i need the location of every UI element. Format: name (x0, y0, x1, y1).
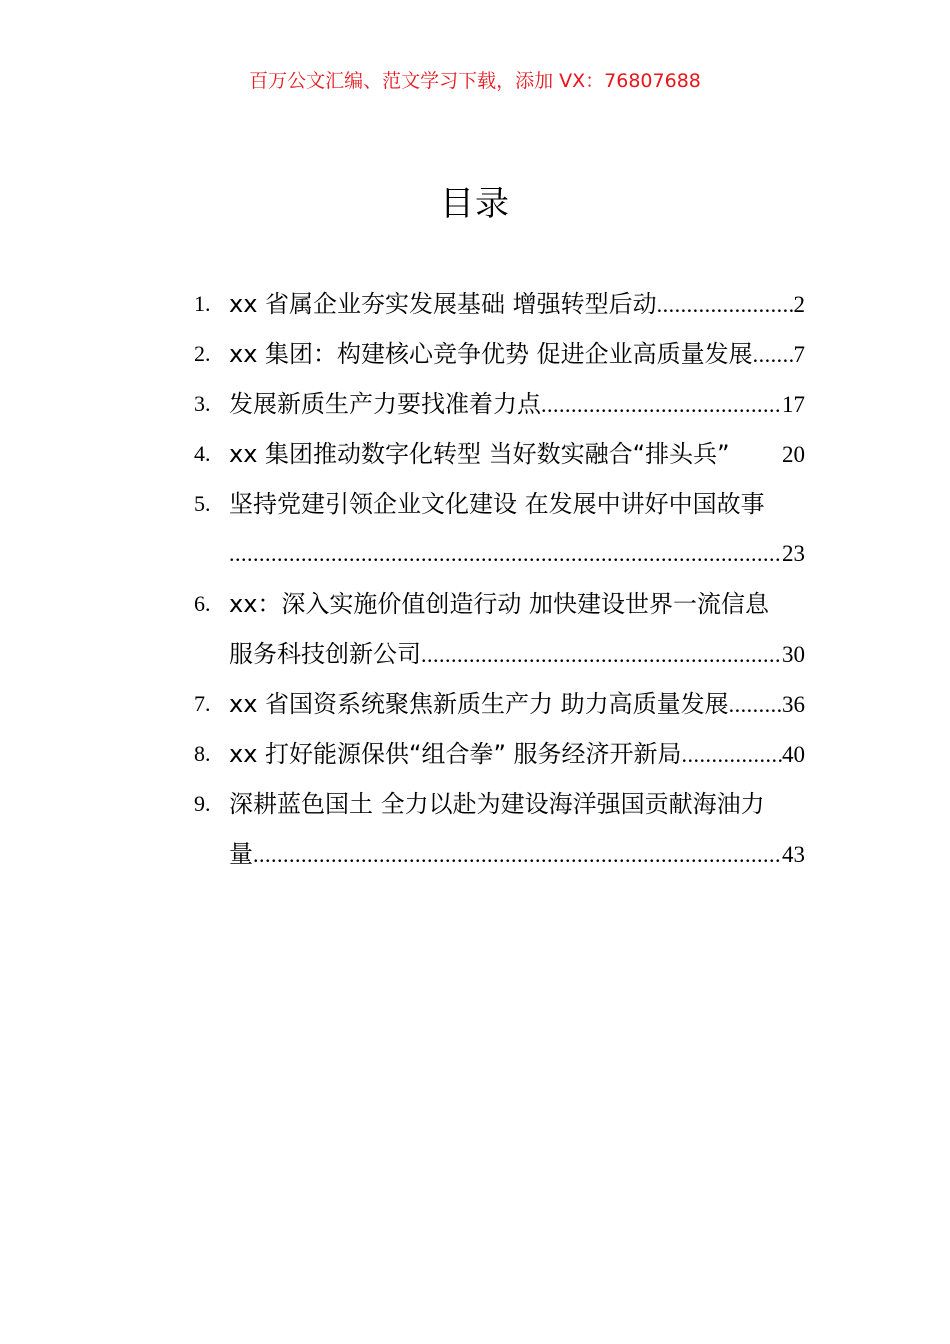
toc-entry-title-continued: 服务科技创新公司 (229, 640, 421, 668)
toc-entry[interactable] (194, 379, 805, 429)
toc-entry[interactable] (194, 279, 805, 329)
toc-entry-number: 1. (194, 291, 211, 316)
toc-entry-number: 8. (194, 741, 211, 766)
toc-dot-leader (253, 830, 782, 879)
toc-entry[interactable] (194, 329, 805, 379)
toc-entry-title-continued: 量 (229, 840, 253, 868)
toc-entry-title: xx 省属企业夯实发展基础 增强转型后动 (229, 290, 657, 318)
toc-dot-leader (229, 529, 782, 579)
toc-entry-number: 9. (194, 791, 211, 816)
toc-entry-number: 3. (194, 391, 211, 416)
toc-entry-page: 43 (782, 842, 805, 867)
toc-entry-page: 36 (782, 692, 805, 717)
toc-dot-leader (421, 630, 782, 679)
toc-entry-number: 5. (194, 491, 211, 516)
toc-entry-page: 7 (793, 342, 805, 367)
toc-entry-number: 7. (194, 691, 211, 716)
toc-dot-leader (729, 680, 782, 729)
toc-entry-page: 2 (793, 292, 805, 317)
toc-entry[interactable] (194, 679, 805, 729)
toc-entry-title: xx 集团：构建核心竞争优势 促进企业高质量发展 (229, 340, 753, 368)
header-note: 百万公文汇编、范文学习下载，添加 VX：76807688 (249, 70, 701, 92)
toc-entry-number: 4. (194, 441, 211, 466)
toc-entry-title: xx：深入实施价值创造行动 加快建设世界一流信息 (229, 590, 770, 618)
toc-entry-page: 40 (782, 742, 805, 767)
toc-entry[interactable] (194, 479, 805, 579)
toc-dot-leader (682, 730, 782, 779)
toc-dot-leader (657, 280, 794, 329)
toc-entry-page: 30 (782, 642, 805, 667)
toc-entry[interactable] (194, 779, 805, 879)
toc-dot-leader (753, 330, 794, 379)
toc-entry-number: 2. (194, 341, 211, 366)
table-of-contents (194, 279, 805, 879)
toc-entry-page: 17 (782, 392, 805, 417)
toc-entry[interactable] (194, 579, 805, 679)
toc-entry-page: 23 (782, 541, 805, 566)
toc-entry[interactable] (194, 729, 805, 779)
toc-entry-title: 发展新质生产力要找准着力点 (229, 390, 541, 418)
toc-entry-title: xx 打好能源保供“组合拳” 服务经济开新局 (229, 740, 682, 768)
toc-entry-title: xx 省国资系统聚焦新质生产力 助力高质量发展 (229, 690, 729, 718)
toc-entry-number: 6. (194, 591, 211, 616)
toc-entry-title: 坚持党建引领企业文化建设 在发展中讲好中国故事 (229, 490, 765, 518)
page-title: 目录 (440, 184, 510, 224)
toc-dot-leader (541, 380, 782, 429)
toc-entry[interactable] (194, 429, 805, 479)
toc-entry-title: 深耕蓝色国土 全力以赴为建设海洋强国贡献海油力 (229, 790, 765, 818)
toc-entry-title: xx 集团推动数字化转型 当好数实融合“排头兵” (229, 440, 730, 468)
toc-entry-page: 20 (782, 442, 805, 467)
